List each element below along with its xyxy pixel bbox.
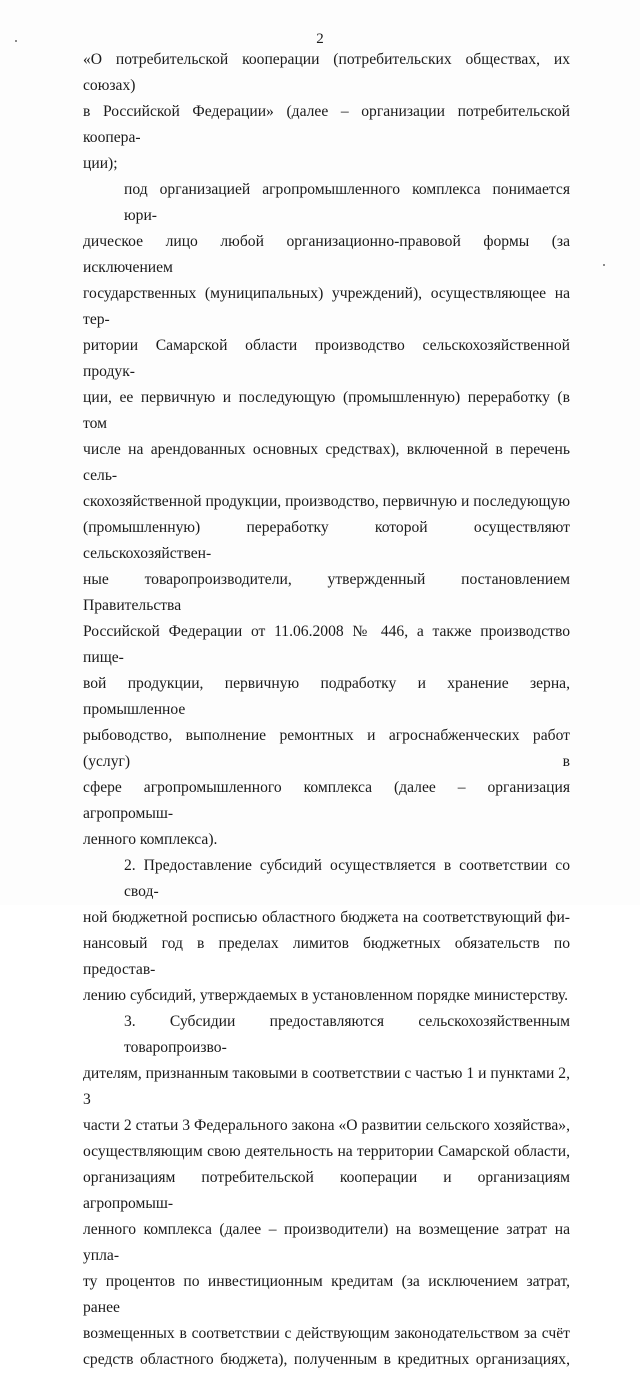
text-line: «О потребительской кооперации (потребительских обществах, их союзах) xyxy=(83,51,570,94)
scan-speck xyxy=(15,40,17,42)
page-number: 2 xyxy=(316,31,324,47)
paragraph-start-line: 3. Субсидии предоставляются сельскохозяйственным товаропроизво- xyxy=(124,1013,570,1056)
paragraph-start-line: 2. Предоставление субсидий осуществляется в соответствии со свод- xyxy=(124,857,570,900)
scan-speck xyxy=(603,264,605,266)
text-line: лению субсидий, утверждаемых в установленном порядке министерству. xyxy=(83,987,569,1004)
text-line: ной бюджетной росписью областного бюджета на соответствующий фи- xyxy=(83,909,570,926)
text-line: рыбоводство, выполнение ремонтных и агроснабженческих работ (услуг) в xyxy=(83,727,570,770)
text-line: средств областного бюджета), полученным в кредитных организациях, xyxy=(83,1351,570,1368)
text-line: дическое лицо любой организационно-правовой формы (за исключением xyxy=(83,233,570,276)
text-line: скохозяйственной продукции, производство, первичную и последующую xyxy=(83,493,570,510)
body-text xyxy=(83,47,570,1373)
text-line: государственных (муниципальных) учреждений), осуществляющее на тер- xyxy=(83,285,570,328)
text-line: числе на арендованных основных средствах), включенной в перечень сель- xyxy=(83,441,570,484)
text-line: в Российской Федерации» (далее – организации потребительской коопера- xyxy=(83,103,570,146)
text-line: сфере агропромышленного комплекса (далее – организация агропромыш- xyxy=(83,779,570,822)
text-line: ции, ее первичную и последующую (промышленную) переработку (в том xyxy=(83,389,570,432)
text-line: части 2 статьи 3 Федерального закона «О развитии сельского хозяйства», xyxy=(83,1117,570,1134)
paragraph-start-line: под организацией агропромышленного комплекса понимается юри- xyxy=(124,181,570,224)
text-line: осуществляющим свою деятельность на территории Самарской области, xyxy=(83,1143,570,1160)
text-line: ту процентов по инвестиционным кредитам (за исключением затрат, ранее xyxy=(83,1273,570,1316)
text-line: ные товаропроизводители, утвержденный постановлением Правительства xyxy=(83,571,570,614)
text-line: нансовый год в пределах лимитов бюджетных обязательств по предостав- xyxy=(83,935,570,978)
text-line: ленного комплекса (далее – производители) на возмещение затрат на упла- xyxy=(83,1221,570,1264)
text-line: вой продукции, первичную подработку и хранение зерна, промышленное xyxy=(83,675,570,718)
text-line: ленного комплекса). xyxy=(83,831,218,848)
text-line: организациям потребительской кооперации и организациям агропромыш- xyxy=(83,1169,570,1212)
text-line: дителям, признанным таковыми в соответствии с частью 1 и пунктами 2, 3 xyxy=(83,1065,570,1108)
text-line: возмещенных в соответствии с действующим законодательством за счёт xyxy=(83,1325,570,1342)
text-line: (промышленную) переработку которой осуществляют сельскохозяйствен- xyxy=(83,519,570,562)
text-line: ции); xyxy=(83,155,118,172)
text-line: ритории Самарской области производство сельскохозяйственной продук- xyxy=(83,337,570,380)
text-line: Российской Федерации от 11.06.2008 № 446, а также производство пище- xyxy=(83,623,570,666)
